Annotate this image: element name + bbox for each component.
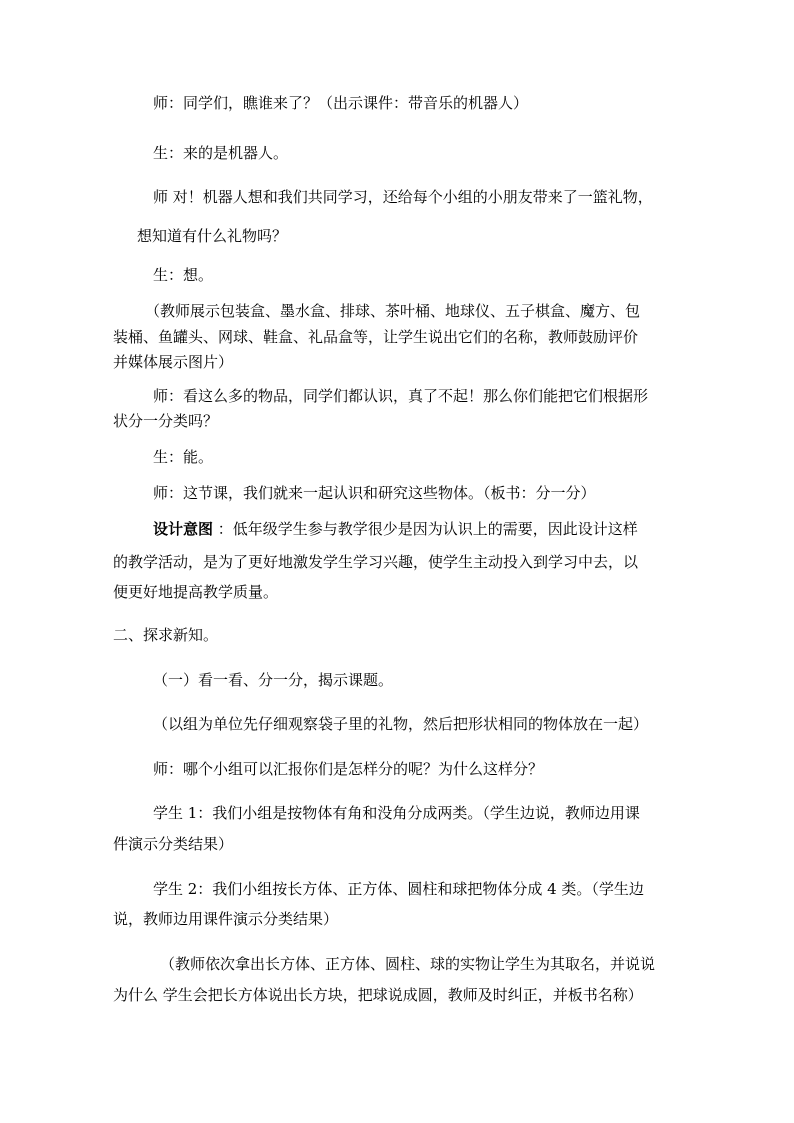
text-line: 为什么 学生会把长方体说出长方块，把球说成圆，教师及时纠正，并板书名称） xyxy=(113,986,643,1004)
text-line: 便更好地提高教学质量。 xyxy=(113,583,279,601)
section-title: 二、探求新知。 xyxy=(113,626,219,644)
text-line: （以组为单位先仔细观察袋子里的礼物，然后把形状相同的物体放在一起） xyxy=(153,715,649,733)
text-line: 师：这节课，我们就来一起认识和研究这些物体。（板书：分一分） xyxy=(153,484,596,502)
text-line: 装桶、鱼罐头、网球、鞋盒、礼品盒等，让学生说出它们的名称，教师鼓励评价 xyxy=(113,328,639,346)
text-line: （教师展示包装盒、墨水盒、排球、茶叶桶、地球仪、五子棋盒、魔方、包 xyxy=(145,302,641,320)
text-line: 并媒体展示图片） xyxy=(113,353,234,371)
text-line: 说，教师边用课件演示分类结果） xyxy=(113,910,339,928)
design-intent-label: 设计意图 xyxy=(153,520,214,538)
text-line: 师 对！机器人想和我们共同学习，还给每个小组的小朋友带来了一篮礼物， xyxy=(153,188,653,206)
text-line: 师：看这么多的物品，同学们都认识，真了不起！那么你们能把它们根据形 xyxy=(153,387,649,405)
text-line: 的教学活动，是为了更好地激发学生学习兴趣，使学生主动投入到学习中去，以 xyxy=(113,553,639,571)
text-line: 想知道有什么礼物吗？ xyxy=(137,227,288,245)
text-line: 生：能。 xyxy=(153,448,214,466)
text-line xyxy=(153,519,638,539)
text-line: （教师依次拿出长方体、正方体、圆柱、球的实物让学生为其取名，并说说 xyxy=(160,955,656,973)
text-line: 学生 2：我们小组按长方体、正方体、圆柱和球把物体分成 4 类。（学生边 xyxy=(153,880,644,898)
text-line: 生：来的是机器人。 xyxy=(153,144,289,162)
text-line: 师：同学们，瞧谁来了？（出示课件：带音乐的机器人） xyxy=(153,94,529,112)
design-intent-text: ：低年级学生参与教学很少是因为认识上的需要，因此设计这样 xyxy=(217,520,638,538)
text-line: 师：哪个小组可以汇报你们是怎样分的呢？为什么这样分？ xyxy=(153,760,544,778)
text-line: 件演示分类结果） xyxy=(113,835,234,853)
text-line: 学生 1：我们小组是按物体有角和没角分成两类。（学生边说，教师边用课 xyxy=(153,804,640,822)
text-line: 生：想。 xyxy=(153,266,214,284)
subsection-title: （一）看一看、分一分，揭示课题。 xyxy=(153,671,394,689)
text-line: 状分一分类吗？ xyxy=(113,412,219,430)
